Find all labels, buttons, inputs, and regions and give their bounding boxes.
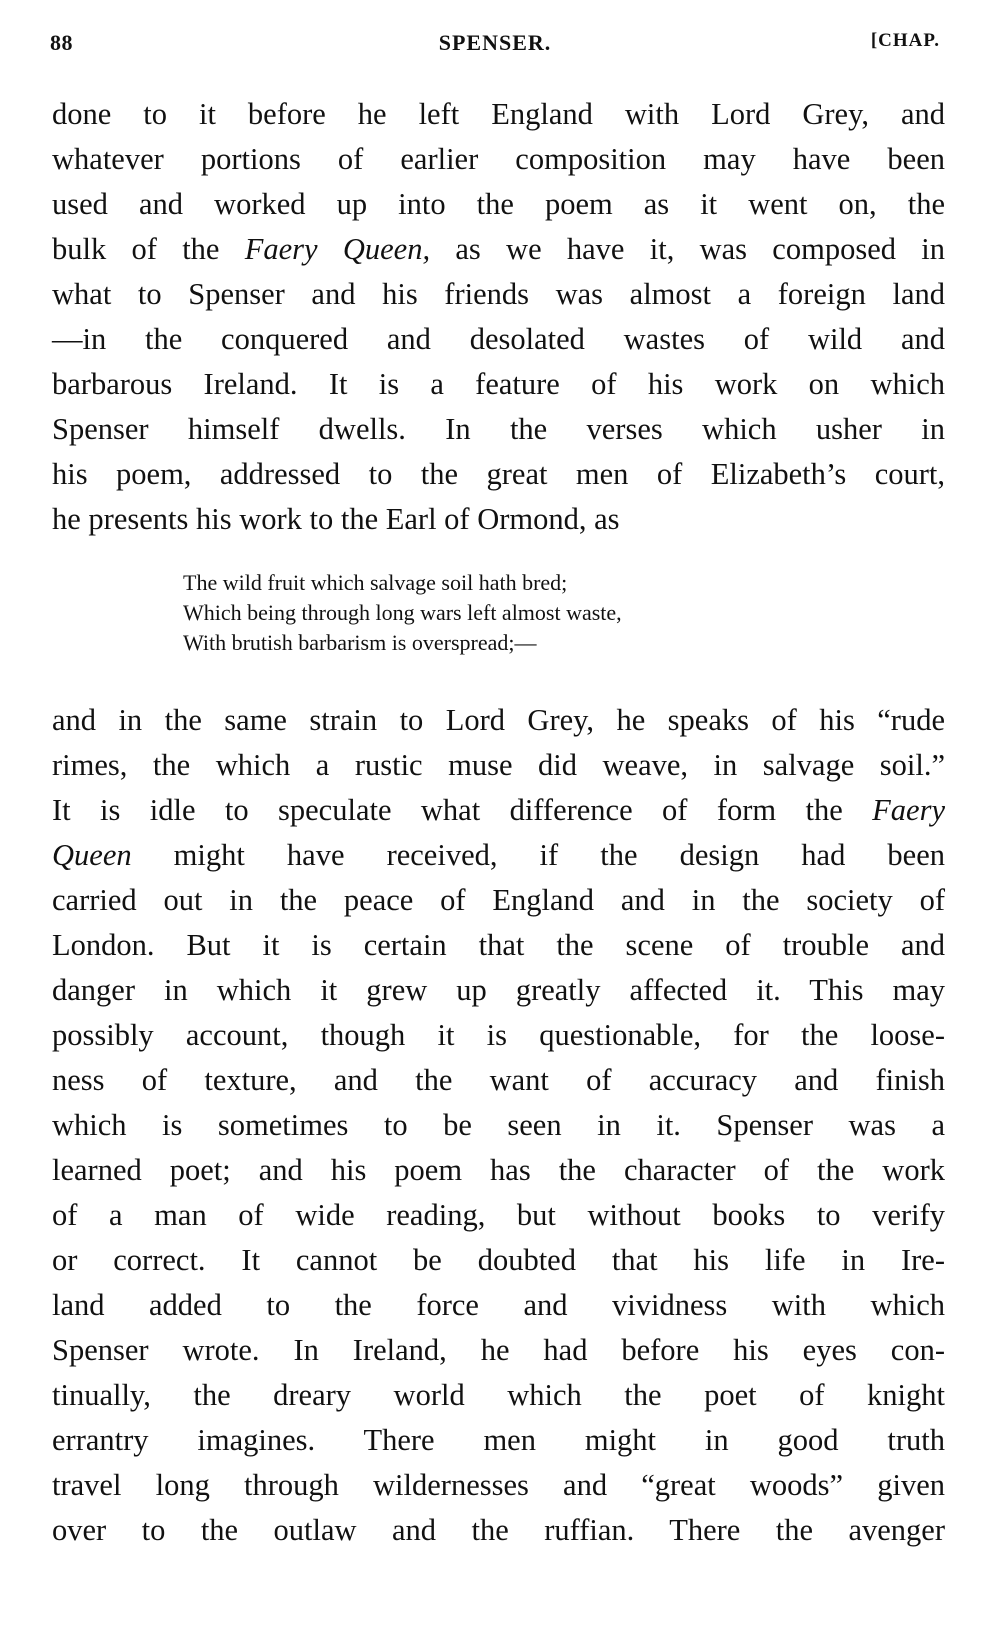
text-line: and in the same strain to Lord Grey, he speaks of his “rude	[52, 703, 945, 737]
text-line: London. But it is certain that the scene of trouble and	[52, 928, 945, 962]
text-line: Spenser himself dwells. In the verses which usher in	[52, 412, 945, 446]
text-line: Spenser wrote. In Ireland, he had before his eyes con-	[52, 1333, 945, 1367]
verse-quotation	[183, 568, 622, 658]
text-line: over to the outlaw and the ruffian. There the avenger	[52, 1513, 945, 1547]
text-line	[52, 833, 945, 878]
text-line: he presents his work to the Earl of Ormond, as	[52, 502, 620, 536]
text-line: or correct. It cannot be doubted that his life in Ire-	[52, 1243, 945, 1277]
text-line: used and worked up into the poem as it went on, the	[52, 187, 945, 221]
text-line: danger in which it grew up greatly affected it. This may	[52, 973, 945, 1007]
text-line	[52, 788, 945, 833]
book-title-italic: Faery Queen,	[244, 232, 431, 266]
text-line: land added to the force and vividness with which	[52, 1288, 945, 1322]
text-line: —in the conquered and desolated wastes of wild and	[52, 322, 945, 356]
text-line: possibly account, though it is questionable, for the loose-	[52, 1018, 945, 1052]
text-line: travel long through wildernesses and “great woods” given	[52, 1468, 945, 1502]
text-line: done to it before he left England with Lord Grey, and	[52, 97, 945, 131]
text-line: tinually, the dreary world which the poet of knight	[52, 1378, 945, 1412]
line-text: might have received, if the design had been	[131, 838, 945, 872]
text-line: what to Spenser and his friends was almost a foreign land	[52, 277, 945, 311]
text-line	[52, 227, 945, 272]
paragraph-2	[52, 698, 945, 1553]
book-title-italic: Queen	[52, 838, 132, 872]
paragraph-1	[52, 92, 945, 542]
verse-line: Which being through long wars left almost waste,	[183, 600, 622, 625]
page-number: 88	[50, 30, 73, 55]
text-line: which is sometimes to be seen in it. Spenser was a	[52, 1108, 945, 1142]
line-text: as we have it, was composed in	[430, 232, 945, 266]
verse-line: With brutish barbarism is overspread;—	[183, 630, 537, 655]
running-head	[50, 30, 940, 64]
text-line: errantry imagines. There men might in good truth	[52, 1423, 945, 1457]
text-line: ness of texture, and the want of accuracy and finish	[52, 1063, 945, 1097]
text-line: his poem, addressed to the great men of Elizabeth’s court,	[52, 457, 945, 491]
text-line: learned poet; and his poem has the character of the work	[52, 1153, 945, 1187]
text-line: carried out in the peace of England and in the society of	[52, 883, 945, 917]
verse-line: The wild fruit which salvage soil hath bred;	[183, 570, 568, 595]
chapter-marker: [CHAP.	[870, 30, 940, 51]
text-line: barbarous Ireland. It is a feature of his work on which	[52, 367, 945, 401]
text-line: of a man of wide reading, but without books to verify	[52, 1198, 945, 1232]
running-title: SPENSER.	[438, 30, 552, 55]
text-line: whatever portions of earlier composition may have been	[52, 142, 945, 176]
text-line: rimes, the which a rustic muse did weave, in salvage soil.”	[52, 748, 945, 782]
book-title-italic: Faery	[872, 793, 945, 827]
line-text: bulk of the	[52, 232, 245, 266]
line-text: It is idle to speculate what difference of form the	[52, 793, 873, 827]
